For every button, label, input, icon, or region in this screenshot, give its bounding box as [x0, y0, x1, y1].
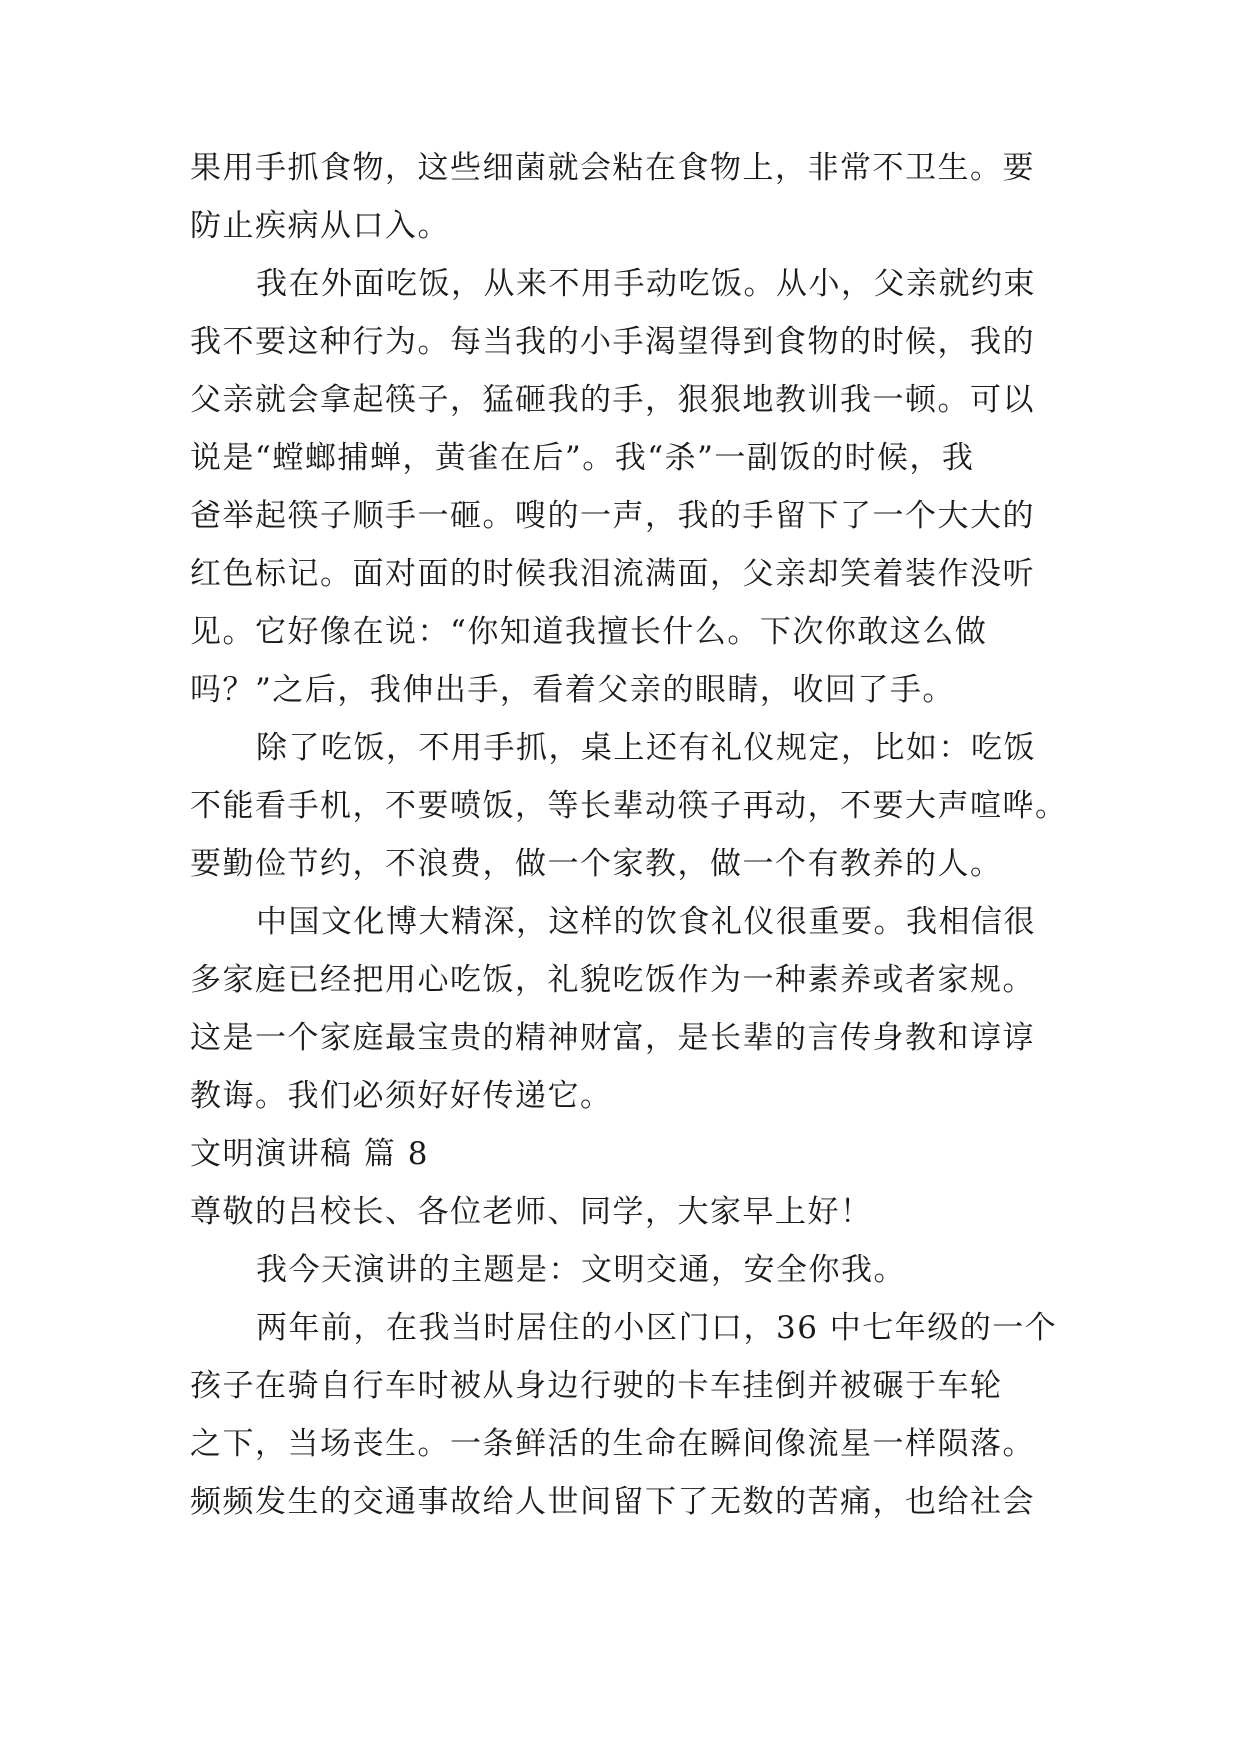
paragraph-line: 孩子在骑自行车时被从身边行驶的卡车挂倒并被碾于车轮: [190, 1368, 1003, 1404]
paragraph-line: 我在外面吃饭，从来不用手动吃饭。从小，父亲就约束: [256, 266, 1036, 302]
paragraph-line: 两年前，在我当时居住的小区门口，36 中七年级的一个: [256, 1310, 1058, 1346]
paragraph-line: 果用手抓食物，这些细菌就会粘在食物上，非常不卫生。要: [190, 150, 1035, 186]
paragraph-line: 防止疾病从口入。: [190, 208, 450, 244]
paragraph-line: 见。它好像在说：“你知道我擅长什么。下次你敢这么做: [190, 614, 988, 650]
paragraph-line: 父亲就会拿起筷子，猛砸我的手，狠狠地教训我一顿。可以: [190, 382, 1035, 418]
paragraph-line: 频频发生的交通事故给人世间留下了无数的苦痛，也给社会: [190, 1484, 1035, 1520]
paragraph-line: 中国文化博大精深，这样的饮食礼仪很重要。我相信很: [256, 904, 1036, 940]
paragraph-line: 红色标记。面对面的时候我泪流满面，父亲却笑着装作没听: [190, 556, 1035, 592]
paragraph-line: 我今天演讲的主题是：文明交通，安全你我。: [256, 1252, 906, 1288]
paragraph-line: 这是一个家庭最宝贵的精神财富，是长辈的言传身教和谆谆: [190, 1020, 1035, 1056]
paragraph-line: 我不要这种行为。每当我的小手渴望得到食物的时候，我的: [190, 324, 1035, 360]
paragraph-line: 要勤俭节约，不浪费，做一个家教，做一个有教养的人。: [190, 846, 1003, 882]
paragraph-line: 除了吃饭，不用手抓，桌上还有礼仪规定，比如：吃饭: [256, 730, 1036, 766]
paragraph-line: 爸举起筷子顺手一砸。嗖的一声，我的手留下了一个大大的: [190, 498, 1035, 534]
paragraph-line: 之下，当场丧生。一条鲜活的生命在瞬间像流星一样陨落。: [190, 1426, 1035, 1462]
salutation-line: 尊敬的吕校长、各位老师、同学，大家早上好！: [190, 1194, 873, 1230]
paragraph-line: 教诲。我们必须好好传递它。: [190, 1078, 613, 1114]
paragraph-line: 说是“螳螂捕蝉，黄雀在后”。我“杀”一副饭的时候，我: [190, 440, 975, 476]
paragraph-line: 多家庭已经把用心吃饭，礼貌吃饭作为一种素养或者家规。: [190, 962, 1035, 998]
paragraph-line: 不能看手机，不要喷饭，等长辈动筷子再动，不要大声喧哗。: [190, 788, 1068, 824]
section-heading: 文明演讲稿 篇 8: [190, 1136, 429, 1172]
paragraph-line: 吗？”之后，我伸出手，看着父亲的眼睛，收回了手。: [190, 672, 955, 708]
